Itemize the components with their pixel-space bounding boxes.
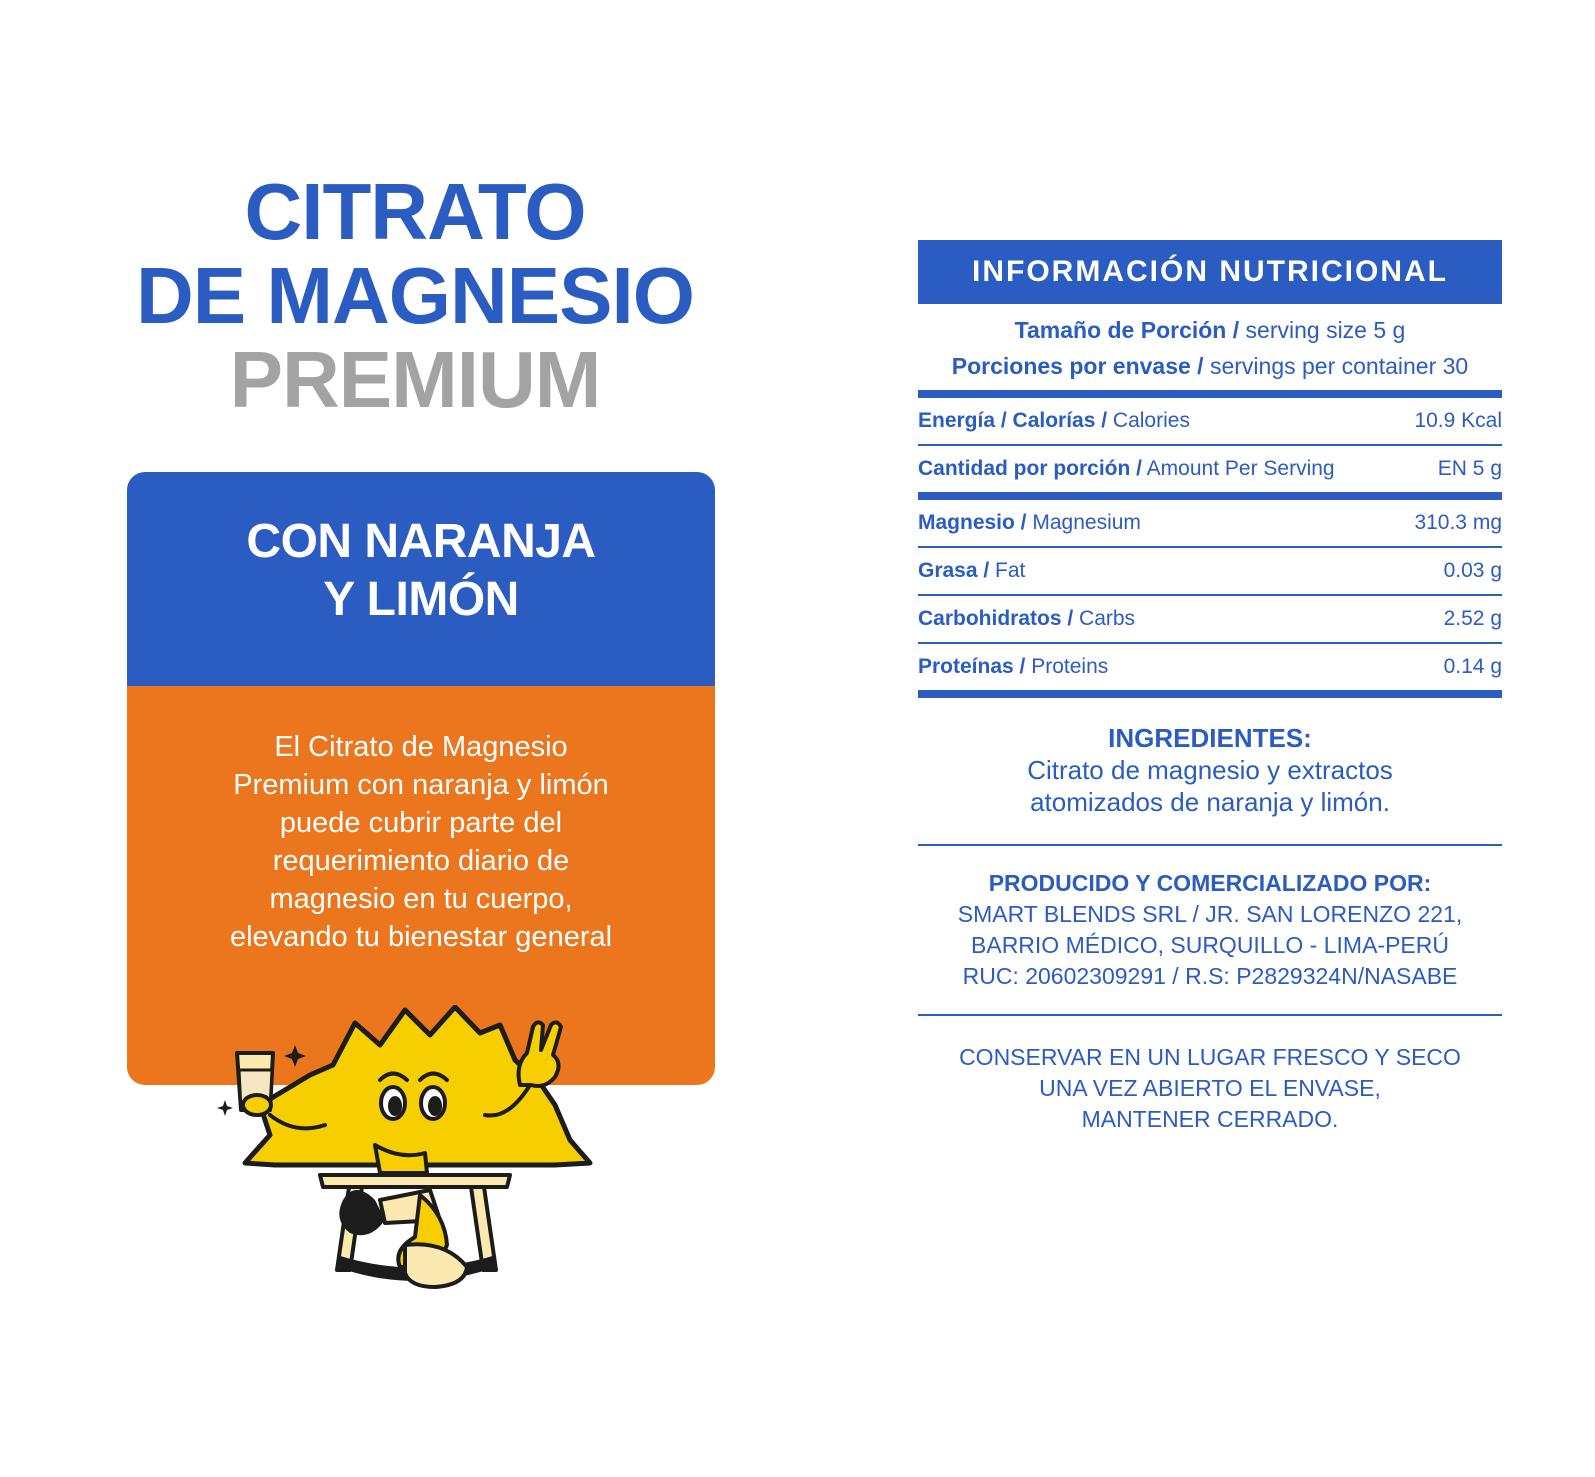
title-line-1: CITRATO [244,167,586,256]
nutrient-label: Proteínas / [918,655,1026,678]
flavor-line-2: Y LIMÓN [323,573,519,626]
serving-info [918,312,1502,384]
producer-section [918,868,1502,992]
producer-line: BARRIO MÉDICO, SURQUILLO - LIMA-PERÚ [971,932,1449,958]
nutrient-label: Cantidad por porción / [918,457,1142,480]
nutrient-label: Magnesio / [918,511,1027,534]
nutrient-value: 0.03 g [1443,559,1502,582]
ingredients-line: Citrato de magnesio y extractos [1027,755,1393,785]
serving-size [918,312,1502,348]
nutrient-value: 0.14 g [1443,655,1502,678]
producer-line: RUC: 20602309291 / R.S: P2829324N/NASABE [962,963,1458,989]
thick-divider [918,390,1502,398]
serving-size-value: serving size 5 g [1239,317,1406,343]
nutrient-label-en: Magnesium [1026,511,1141,534]
nutrient-label-en: Fat [989,559,1026,582]
thin-divider [918,1014,1502,1016]
nutrition-header: INFORMACIÓN NUTRICIONAL [918,240,1502,304]
producer-line: SMART BLENDS SRL / JR. SAN LORENZO 221, [957,901,1463,927]
nutrient-label: Grasa / [918,559,990,582]
nutrient-row-magnesium [918,500,1502,548]
nutrient-label-en: Carbs [1073,607,1136,630]
nutrient-value: 10.9 Kcal [1414,409,1502,432]
nutrition-panel [918,240,1502,1135]
nutrient-label-en: Amount Per Serving [1142,457,1335,480]
thick-divider [918,690,1502,698]
description-line: El Citrato de Magnesio [274,731,568,763]
product-description [186,728,656,956]
storage-line: CONSERVAR EN UN LUGAR FRESCO Y SECO [959,1044,1461,1070]
title-line-premium: PREMIUM [229,335,601,424]
description-line: requerimiento diario de [272,845,570,877]
description-line: Premium con naranja y limón [233,769,609,801]
flavor-line-1: CON NARANJA [246,515,596,568]
servings-per-container [918,348,1502,384]
nutrient-label: Carbohidratos / [918,607,1074,630]
nutrient-label: Energía / Calorías / [918,409,1108,432]
nutrient-value: 310.3 mg [1414,511,1502,534]
ingredients-line: atomizados de naranja y limón. [1030,787,1390,817]
servings-label: Porciones por envase / [951,353,1204,379]
storage-section [918,1042,1502,1135]
storage-line: MANTENER CERRADO. [1081,1106,1339,1132]
producer-heading: PRODUCIDO Y COMERCIALIZADO POR: [988,870,1432,896]
ingredients-heading: INGREDIENTES: [1108,723,1312,753]
nutrient-label-en: Proteins [1025,655,1109,678]
flavor-header [127,472,715,686]
servings-value: servings per container 30 [1203,353,1469,379]
description-line: elevando tu bienestar general [229,921,613,953]
nutrient-row-carbs [918,596,1502,644]
serving-size-label: Tamaño de Porción / [1014,317,1240,343]
description-line: puede cubrir parte del [279,807,563,839]
description-line: magnesio en tu cuerpo, [269,883,573,915]
nutrient-row-proteins [918,644,1502,690]
thick-divider [918,492,1502,500]
flavor-panel [127,472,715,1085]
thin-divider [918,844,1502,846]
nutrient-row-amount [918,446,1502,492]
nutrient-row-fat [918,548,1502,596]
lemon-mascot-icon [215,1005,615,1335]
nutrient-row-energy [918,398,1502,446]
ingredients-section [918,722,1502,818]
nutrient-label-en: Calories [1107,409,1190,432]
storage-line: UNA VEZ ABIERTO EL ENVASE, [1039,1075,1381,1101]
nutrient-value: EN 5 g [1437,457,1502,480]
nutrient-value: 2.52 g [1443,607,1502,630]
title-line-2: DE MAGNESIO [136,251,694,340]
product-title [120,167,710,424]
flavor-text [246,513,595,629]
